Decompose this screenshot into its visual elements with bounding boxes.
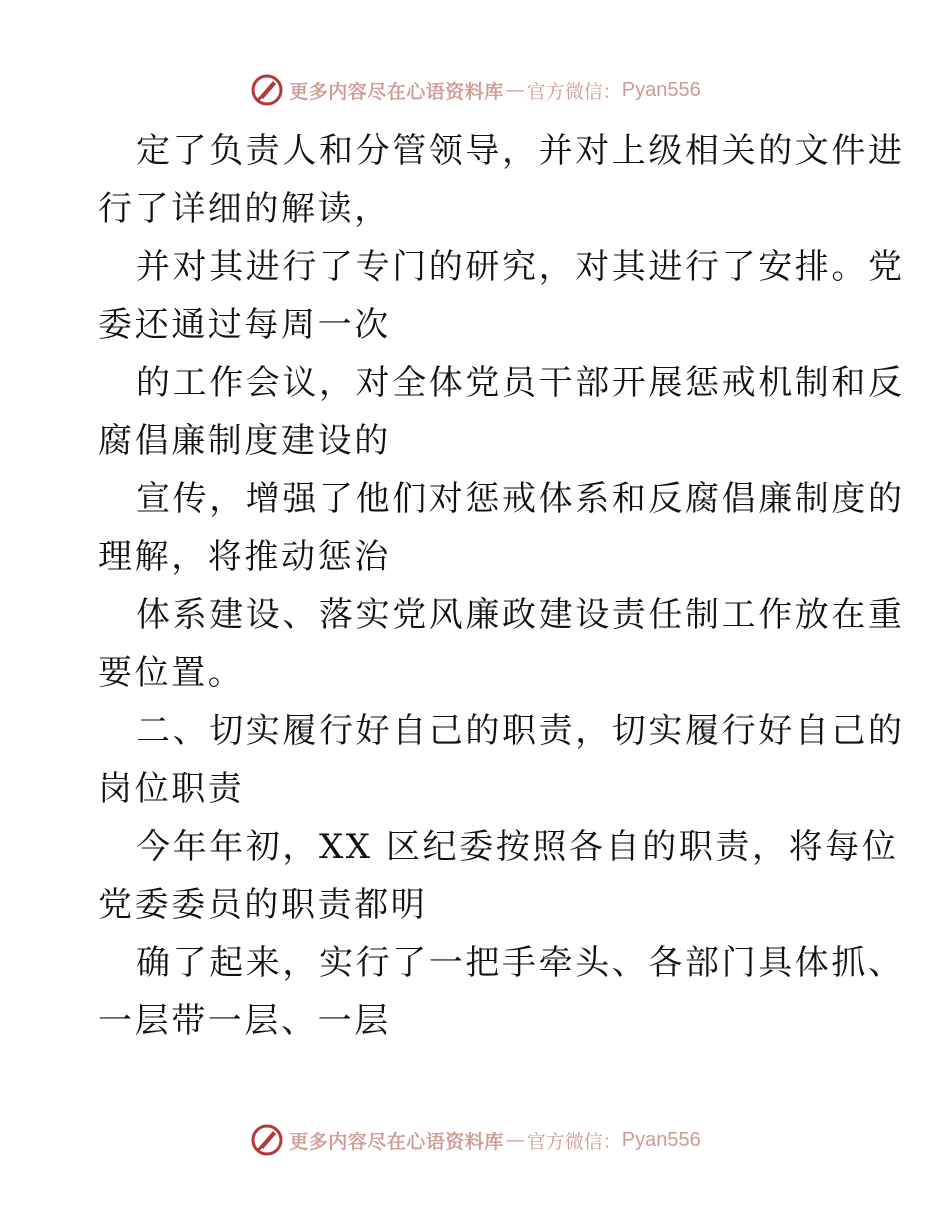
body-line: 腐倡廉制度建设的: [98, 421, 391, 461]
body-line: 确了起来，实行了一把手牵头、各部门具体抓、: [136, 943, 905, 983]
body-line: 并对其进行了专门的研究，对其进行了安排。党: [136, 247, 905, 287]
banner-site-text: 更多内容尽在心语资料库: [289, 80, 504, 103]
body-line: 定了负责人和分管领导，并对上级相关的文件进: [136, 131, 905, 171]
body-line: 今年年初，XX 区纪委按照各自的职责，将每位: [136, 827, 899, 867]
body-line: 要位置。: [98, 653, 245, 693]
body-line: 一层带一层、一层: [98, 1001, 391, 1041]
body-line: 委还通过每周一次: [98, 305, 391, 345]
footer-banner: [0, 1120, 950, 1160]
section-heading: 二、切实履行好自己的职责，切实履行好自己的: [136, 711, 905, 751]
banner-wechat-id: Pyan556: [621, 1128, 701, 1151]
body-line: 宣传，增强了他们对惩戒体系和反腐倡廉制度的: [136, 479, 905, 519]
body-line: 理解，将推动惩治: [98, 537, 391, 577]
body-line: 行了详细的解读，: [98, 189, 391, 229]
body-line: 体系建设、落实党风廉政建设责任制工作放在重: [136, 595, 905, 635]
body-line: 的工作会议，对全体党员干部开展惩戒机制和反: [136, 363, 905, 403]
banner-site-text: 更多内容尽在心语资料库: [289, 1130, 504, 1153]
document-body: [98, 122, 905, 1050]
banner-separator: —: [505, 1129, 525, 1151]
banner-wechat-id: Pyan556: [621, 78, 701, 101]
header-banner: [0, 70, 950, 110]
body-line: 党委委员的职责都明: [98, 885, 428, 925]
banner-wechat-label: 官方微信：: [526, 80, 622, 103]
banner-wechat-label: 官方微信：: [526, 1130, 622, 1153]
logo-icon: [249, 1122, 285, 1158]
banner-separator: —: [505, 79, 525, 101]
logo-icon: [249, 72, 285, 108]
section-heading-continued: 岗位职责: [98, 769, 245, 809]
